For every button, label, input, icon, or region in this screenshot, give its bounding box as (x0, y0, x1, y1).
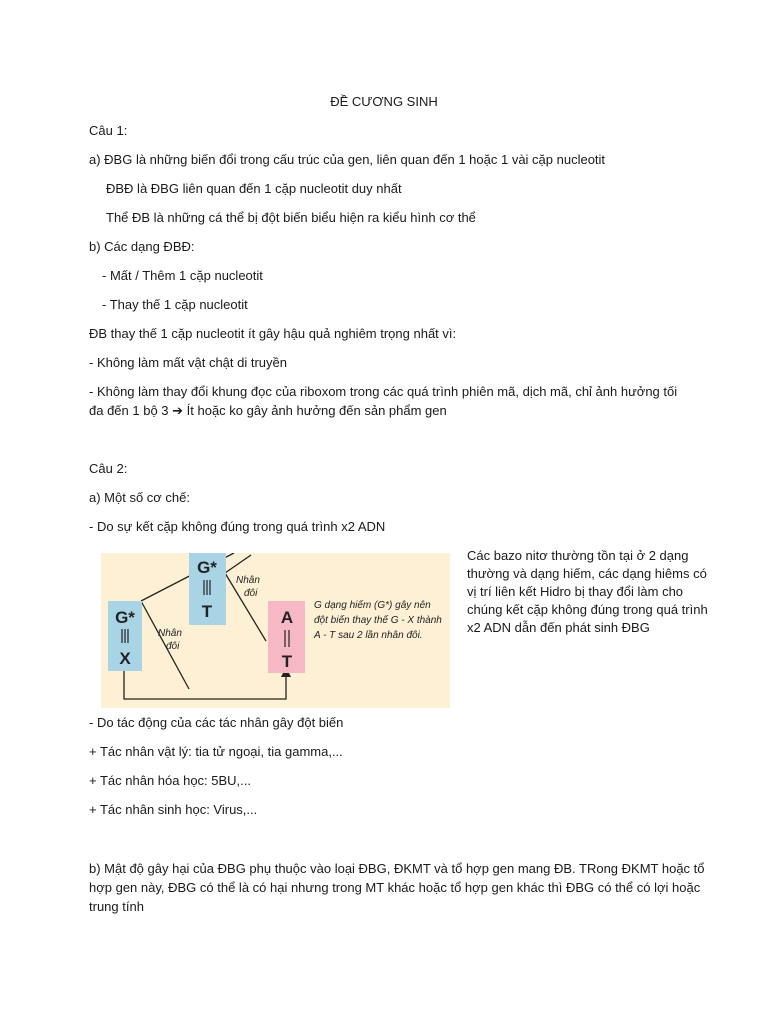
box-3-top-base: A (280, 608, 294, 627)
q2-mechanism-1: - Do sự kết cặp không đúng trong quá trình x2 ADN (89, 519, 386, 534)
right-arrow-icon: ➔ (172, 404, 184, 419)
q1-the-db-definition: Thể ĐB là những cá thể bị đột biến biểu hiện ra kiểu hình cơ thể (106, 210, 476, 225)
replication-label-1-word-2: đôi (166, 641, 180, 652)
question-2-heading: Câu 2: (89, 461, 128, 476)
box-1-bottom-base: X (119, 649, 131, 668)
q1-dbd-definition: ĐBĐ là ĐBG liên quan đến 1 cặp nucleotit duy nhất (106, 181, 402, 196)
q1-reason-2-text-b: Ít hoặc ko gây ảnh hưởng đến sản phẩm gen (183, 403, 447, 418)
q1-reason-2-line-2 (89, 402, 447, 421)
q1-reason-2-line-1: - Không làm thay đổi khung đọc của riboxom trong các quá trình phiên mã, dịch mã, chỉ ảnh hưởng tối (89, 384, 678, 399)
q1-reason-intro: ĐB thay thế 1 cặp nucleotit ít gây hậu quả nghiêm trọng nhất vì: (89, 326, 457, 341)
q2-part-a: a) Một số cơ chế: (89, 490, 191, 505)
q2-agent-physical: + Tác nhân vật lý: tia tử ngoại, tia gamma,... (89, 744, 343, 759)
page-title: ĐỀ CƯƠNG SINH (330, 94, 438, 109)
q1-reason-1: - Không làm mất vật chật di truyền (89, 355, 287, 370)
mispairing-diagram (101, 553, 450, 708)
box-2-bottom-base: T (201, 602, 213, 621)
diagram-caption-line-3: A - T sau 2 lần nhân đôi. (314, 630, 423, 641)
q2-agent-biological: + Tác nhân sinh học: Virus,... (89, 802, 258, 817)
replication-label-2-word-1: Nhân (236, 575, 260, 586)
mispairing-side-note: Các bazo nitơ thường tồn tại ở 2 dạng thường và dạng hiếm, các dạng hiêms có vị trí liên kết Hidro bị thay đổi làm cho chúng kết cặp không đúng trong quá trình x2 ADN dẫn đến phát sinh ĐBG (467, 548, 708, 635)
box-1-top-base: G* (115, 608, 135, 627)
diagram-caption-line-2: đột biến thay thế G - X thành (314, 615, 442, 626)
q2-part-b-line-1: b) Mật độ gây hại của ĐBG phụ thuộc vào loại ĐBG, ĐKMT và tổ hợp gen mang ĐB. TRong ĐKMT hoặc tổ (89, 861, 705, 876)
box-3-bottom-base: T (281, 652, 293, 671)
box-2-top-base: G* (197, 558, 217, 577)
q2-part-b-line-3: trung tính (89, 899, 144, 914)
q1-reason-2-text-a: đa đến 1 bộ 3 (89, 403, 173, 418)
q2-agent-chemical: + Tác nhân hóa học: 5BU,... (89, 773, 252, 788)
replication-label-2-word-2: đôi (244, 588, 258, 599)
q1-part-b: b) Các dạng ĐBĐ: (89, 239, 195, 254)
question-1-heading: Câu 1: (89, 123, 128, 138)
q1-type-2: - Thay thế 1 cặp nucleotit (102, 297, 248, 312)
diagram-caption-line-1: G dạng hiếm (G*) gây nên (314, 600, 431, 611)
q2-mechanism-2: - Do tác động của các tác nhân gây đột biến (89, 715, 344, 730)
replication-label-1-word-1: Nhân (158, 628, 182, 639)
q1-part-a: a) ĐBG là những biến đổi trong cấu trúc của gen, liên quan đến 1 hoặc 1 vài cặp nucleotit (89, 152, 606, 167)
q1-type-1: - Mất / Thêm 1 cặp nucleotit (102, 268, 263, 283)
q2-part-b-line-2: hợp gen này, ĐBG có thể là có hại nhưng trong MT khác hoặc tổ hợp gen khác thì ĐBG có thể có lợi hoặc (89, 880, 701, 895)
